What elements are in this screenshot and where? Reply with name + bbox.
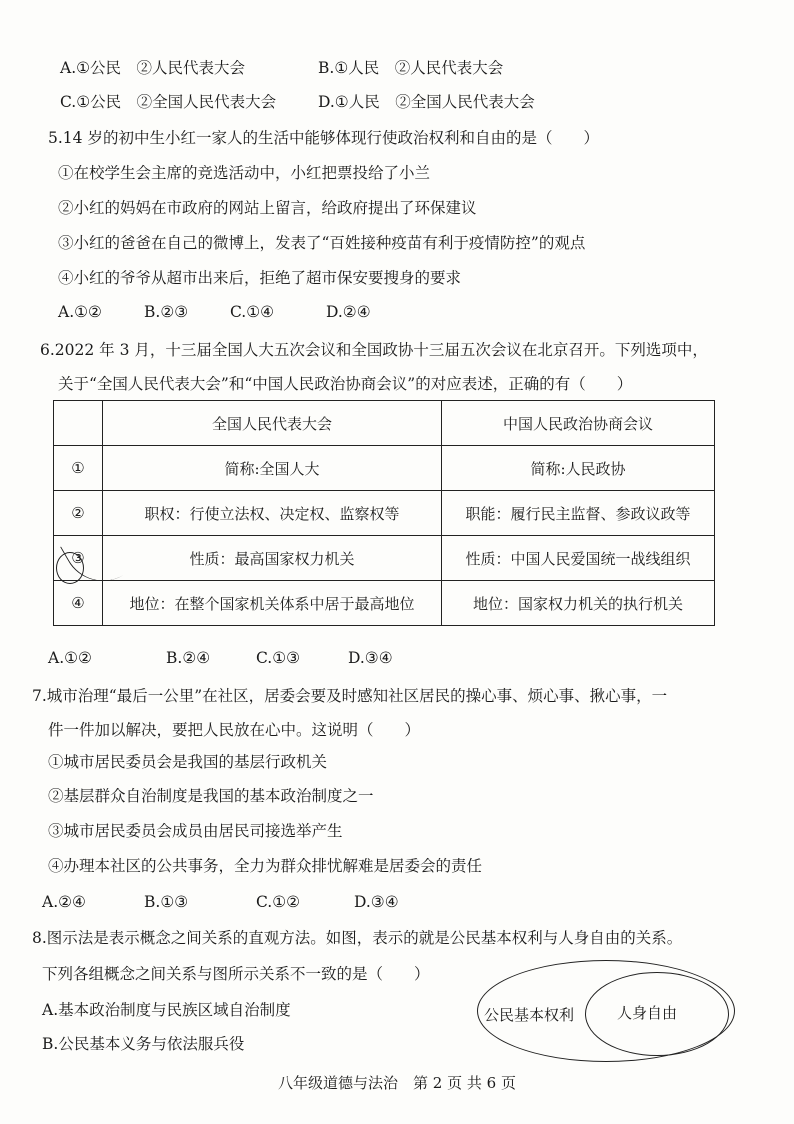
q5-option-d: D.②④ <box>326 303 371 321</box>
table-cell: 地位：国家权力机关的执行机关 <box>442 581 715 626</box>
table-row <box>54 491 715 536</box>
table-cell: 职权：行使立法权、决定权、监察权等 <box>103 491 442 536</box>
q6-option-a: A.①② <box>48 649 92 667</box>
table-cell: 简称:全国人大 <box>103 446 442 491</box>
q6-option-d: D.③④ <box>348 649 393 667</box>
page-footer: 八年级道德与法治 第 2 页 共 6 页 <box>278 1074 516 1092</box>
q8-stem-line-2: 下列各组概念之间关系与图所示关系不一致的是（ ） <box>42 965 430 983</box>
table-row <box>54 446 715 491</box>
q7-options <box>42 892 399 912</box>
q6-stem-line-1: 6.2022 年 3 月，十三届全国人大五次会议和全国政协十三届五次会议在北京召开。下列选项中， <box>40 341 708 359</box>
table-cell: 性质：最高国家权力机关 <box>103 536 442 581</box>
table-cell: 性质：中国人民爱国统一战线组织 <box>442 536 715 581</box>
q5-option-c: C.①④ <box>230 303 275 321</box>
venn-outer-label: 公民基本权利 <box>484 1006 575 1024</box>
q6-option-c: C.①③ <box>256 649 301 667</box>
q8-option-a: A.基本政治制度与民族区域自治制度 <box>42 1001 291 1019</box>
table-row <box>54 581 715 626</box>
table-row <box>54 536 715 581</box>
table-cell: ② <box>54 491 103 536</box>
table-cell: ④ <box>54 581 103 626</box>
q5-item-1: ①在校学生会主席的竞选活动中，小红把票投给了小兰 <box>58 164 431 182</box>
q5-option-b: B.②③ <box>144 303 189 321</box>
q4-options-row-2 <box>60 92 535 112</box>
table-cell: 职能：履行民主监督、参政议政等 <box>442 491 715 536</box>
table-header-cell: 中国人民政治协商会议 <box>442 401 715 446</box>
q4-option-c: C.①公民 ②全国人民代表大会 <box>60 93 277 111</box>
q8-stem-line-1: 8.图示法是表示概念之间关系的直观方法。如图，表示的就是公民基本权利与人身自由的关系。 <box>32 929 683 947</box>
q5-stem: 5.14 岁的初中生小红一家人的生活中能够体现行使政治权利和自由的是（ ） <box>48 129 599 147</box>
table-header-cell: 全国人民代表大会 <box>103 401 442 446</box>
q7-option-b: B.①③ <box>144 893 189 911</box>
q7-item-1: ①城市居民委员会是我国的基层行政机关 <box>48 753 328 771</box>
q6-comparison-table <box>53 400 715 626</box>
q6-options <box>48 648 393 668</box>
q6-stem-line-2: 关于“全国人民代表大会”和“中国人民政治协商会议”的对应表述，正确的有（ ） <box>58 375 633 393</box>
table-cell: ③ <box>54 536 103 581</box>
q7-option-c: C.①② <box>256 893 301 911</box>
q7-item-4: ④办理本社区的公共事务，全力为群众排忧解难是居委会的责任 <box>48 857 483 875</box>
q5-item-4: ④小红的爷爷从超市出来后，拒绝了超市保安要搜身的要求 <box>58 269 462 287</box>
q6-option-b: B.②④ <box>166 649 211 667</box>
venn-inner-label: 人身自由 <box>617 1004 678 1022</box>
q4-options-row-1 <box>60 58 503 78</box>
table-header-row <box>54 401 715 446</box>
q5-item-3: ③小红的爸爸在自己的微博上，发表了“百姓接种疫苗有利于疫情防控”的观点 <box>58 234 586 252</box>
q7-item-2: ②基层群众自治制度是我国的基本政治制度之一 <box>48 787 374 805</box>
q5-options <box>58 302 371 322</box>
q4-option-b: B.①人民 ②人民代表大会 <box>318 59 504 77</box>
q7-option-d: D.③④ <box>354 893 399 911</box>
table-cell: 地位：在整个国家机关体系中居于最高地位 <box>103 581 442 626</box>
q5-option-a: A.①② <box>58 303 102 321</box>
q5-item-2: ②小红的妈妈在市政府的网站上留言，给政府提出了环保建议 <box>58 199 477 217</box>
q4-option-a: A.①公民 ②人民代表大会 <box>60 59 246 77</box>
table-cell: ① <box>54 446 103 491</box>
q7-option-a: A.②④ <box>42 893 86 911</box>
q4-option-d: D.①人民 ②全国人民代表大会 <box>318 93 535 111</box>
q7-stem-line-2: 件一件加以解决，要把人民放在心中。这说明（ ） <box>48 721 421 739</box>
table-header-cell <box>54 401 103 446</box>
q8-option-b: B.公民基本义务与依法服兵役 <box>42 1035 245 1053</box>
q7-item-3: ③城市居民委员会成员由居民司接选举产生 <box>48 822 343 840</box>
q7-stem-line-1: 7.城市治理“最后一公里”在社区，居委会要及时感知社区居民的操心事、烦心事、揪心事，一 <box>32 687 668 705</box>
table-cell: 简称:人民政协 <box>442 446 715 491</box>
